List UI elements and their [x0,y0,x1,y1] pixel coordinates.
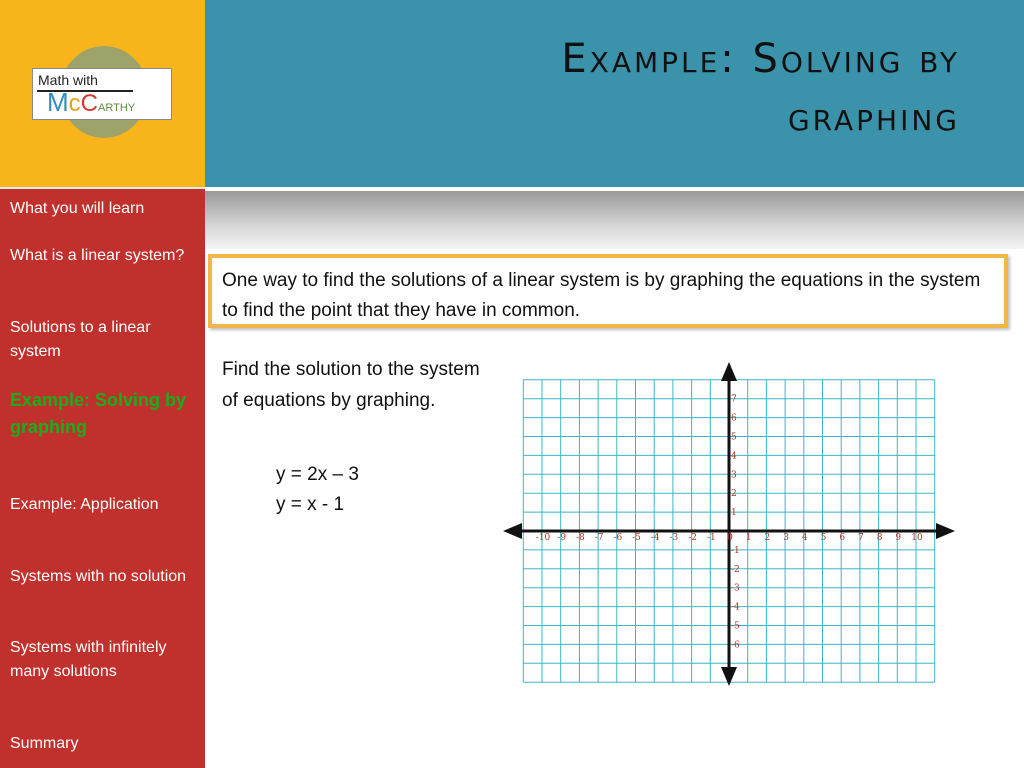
equation-1: y = 2x – 3 [276,464,359,485]
logo-text-line1: Math with [38,72,98,88]
sidebar-item-example-application[interactable]: Example: Application [10,496,159,513]
y-tick-label: -6 [731,640,740,651]
x-tick-label: -4 [650,533,660,543]
sidebar-item-systems-with-no-solution[interactable]: Systems with no solution [10,568,187,585]
x-axis-arrow-left [503,523,522,539]
sidebar-item-systems-with-infinitely-many-solutions[interactable]: Systems with infinitely many solutions [10,639,167,680]
x-tick-label: 4 [801,533,808,543]
page-title [360,30,960,146]
x-tick-label: -7 [594,533,604,543]
y-tick-label: 6 [731,413,737,424]
y-tick-label: 3 [731,470,737,481]
sidebar-item-what-you-will-learn[interactable]: What you will learn [10,200,145,217]
y-tick-label: -5 [731,621,740,632]
x-tick-label: -9 [557,533,567,543]
y-tick-label: 2 [731,489,737,500]
x-tick-label: 8 [876,533,883,543]
logo [32,68,172,120]
x-tick-label: 9 [895,533,902,543]
x-tick-label: 1 [745,533,752,543]
x-tick-label: -10 [535,533,551,543]
logo-c: c [68,90,81,117]
equation-2: y = x - 1 [276,494,345,515]
callout-text: One way to find the solutions of a linear system is by graphing the equations in the system to find the point that they have in common. [222,270,981,321]
problem-prompt: Find the solution to the system of equations by graphing. [222,359,480,411]
y-axis-arrow-up [721,362,737,381]
logo-panel [0,0,205,187]
sidebar-item-solutions-to-a-linear-system[interactable]: Solutions to a linear system [10,319,151,360]
y-tick-label: 1 [731,508,737,519]
y-tick-label: -3 [731,583,740,594]
x-tick-label: 5 [820,533,827,543]
sidebar-nav [0,187,205,768]
logo-text-line2 [47,87,135,118]
page-title-line2: graphing [787,94,960,140]
x-tick-label: 0 [727,533,733,543]
x-tick-label: 10 [911,533,923,543]
x-tick-label: 2 [764,533,771,543]
x-tick-label: -2 [688,533,697,543]
y-tick-label: -2 [731,564,740,575]
callout-box [208,254,1008,328]
y-tick-label: -4 [731,602,740,613]
x-tick-label: 3 [783,533,789,543]
header-bar [205,0,1024,187]
x-tick-label: 6 [839,533,846,543]
x-tick-label: -5 [632,533,641,543]
y-tick-label: -1 [731,545,740,556]
x-tick-label: -3 [669,533,679,543]
sidebar-item-what-is-a-linear-system[interactable]: What is a linear system? [10,247,185,264]
y-tick-label: 7 [731,394,737,405]
x-tick-label: -8 [576,533,585,543]
x-axis-arrow-right [936,523,955,539]
sidebar-item-example-solving-by-graphing[interactable]: Example: Solving by graphing [10,390,187,437]
sidebar-item-summary[interactable]: Summary [10,735,79,752]
y-tick-label: 4 [731,451,737,462]
logo-cap-c: C [80,90,99,117]
gradient-band [205,191,1024,249]
x-tick-label: -1 [706,533,716,543]
logo-rest: ARTHY [98,102,136,114]
y-axis-arrow-down [721,667,737,686]
x-tick-label: -6 [613,533,623,543]
x-tick-label: 7 [858,533,864,543]
page-title-line1: Example: Solving by [561,36,960,82]
y-tick-label: 5 [731,432,737,443]
logo-m: M [47,87,69,117]
